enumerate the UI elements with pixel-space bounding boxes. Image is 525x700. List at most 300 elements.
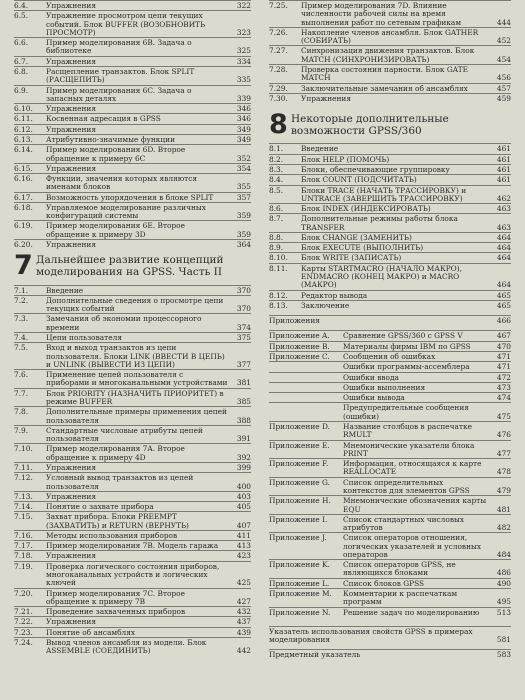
entry-text: Блок COUNT (ПОДСЧИТАТЬ) xyxy=(301,175,417,185)
entry-number: 7.28. xyxy=(269,64,288,74)
entry-number: 7.23. xyxy=(14,627,33,637)
entry-text: Пример моделирования 6D. Второе обращение к примеру 6C xyxy=(46,145,186,163)
toc-entry xyxy=(14,472,251,491)
toc-entry xyxy=(14,501,251,511)
toc-entry xyxy=(269,203,511,213)
entry-text: Проверка логического состояния приборов, многоканальных устройств и логических ключей xyxy=(46,561,220,588)
entry-text: Синхронизация движения транзактов. Блок MATCH (СИНХРОНИЗИРОВАТЬ) xyxy=(301,46,475,64)
entry-page: 405 xyxy=(236,502,251,512)
toc-entry xyxy=(14,540,251,550)
entry-page: 474 xyxy=(496,393,511,403)
entry-text: Упражнения xyxy=(301,93,352,103)
chapter-heading-8 xyxy=(269,109,511,141)
entry-number: 7.30. xyxy=(269,93,288,103)
entry-page: 377 xyxy=(236,359,251,369)
toc-entry xyxy=(14,627,251,637)
chapter-title: Дальнейшее развитие концепций моделирования на GPSS. Часть II xyxy=(36,254,224,279)
entry-text: Упражнения xyxy=(46,462,97,472)
entry-text: Дополнительные сведения о просмотре цепи текущих событий xyxy=(46,295,224,314)
entry-page: 478 xyxy=(496,467,511,477)
entry-text: Введение xyxy=(46,285,84,295)
entry-number: Приложение N. xyxy=(269,607,331,617)
entry-text: Пример моделирования 7A. Второе обращение к примеру 4D xyxy=(46,444,185,462)
toc-entry xyxy=(269,64,511,83)
entry-text: Приложения xyxy=(269,316,320,326)
entry-page: 391 xyxy=(236,434,251,444)
index-usage-entry xyxy=(269,626,511,645)
entry-number: 7.16. xyxy=(14,530,33,540)
entry-number: Приложение G. xyxy=(269,477,330,487)
entry-page: 583 xyxy=(496,650,511,660)
entry-number: 7.25. xyxy=(269,1,288,10)
entry-number: 6.17. xyxy=(14,192,33,202)
entry-page: 461 xyxy=(496,164,511,174)
toc-entry xyxy=(269,300,511,310)
entry-text: Упражнения xyxy=(46,551,97,561)
entry-page: 444 xyxy=(496,17,511,27)
toc-entry xyxy=(14,192,251,202)
toc-entry xyxy=(14,462,251,472)
toc-entry xyxy=(269,164,511,174)
entry-page: 513 xyxy=(496,607,511,617)
toc-entry xyxy=(14,369,251,388)
entry-number: Приложение C. xyxy=(269,352,330,362)
entry-number: 7.18. xyxy=(14,551,33,561)
entry-number: 8.6. xyxy=(269,204,284,214)
entry-number: Приложение I. xyxy=(269,514,328,524)
entry-page: 335 xyxy=(236,75,251,85)
entry-page: 427 xyxy=(236,596,251,606)
entry-page: 484 xyxy=(496,549,511,559)
entry-page: 359 xyxy=(236,229,251,239)
entry-page: 425 xyxy=(236,578,251,588)
entry-page: 465 xyxy=(496,300,511,310)
entry-page: 370 xyxy=(236,304,251,314)
entry-number: 8.5. xyxy=(269,185,284,195)
toc-entry xyxy=(14,588,251,607)
entry-page: 432 xyxy=(236,607,251,617)
entry-number: 7.26. xyxy=(269,27,288,37)
toc-entry xyxy=(269,83,511,93)
entry-number: 7.29. xyxy=(269,83,288,93)
entry-number: 6.9. xyxy=(14,85,29,95)
entry-text: Атрибутивно-значимые функции xyxy=(46,134,176,144)
entry-number: 7.1. xyxy=(14,285,29,295)
toc-entry xyxy=(14,144,251,163)
toc-entry xyxy=(14,406,251,425)
toc-entry xyxy=(269,421,511,440)
entry-number: 7.9. xyxy=(14,425,29,435)
toc-section-ch8 xyxy=(269,143,511,310)
toc-entry xyxy=(269,361,511,371)
entry-text: Блок PRIORITY (НАЗНАЧИТЬ ПРИОРИТЕТ) в режиме BUFFER xyxy=(46,388,224,406)
entry-text: Дополнительные режимы работы блока TRANSFER xyxy=(301,214,458,232)
toc-entry xyxy=(269,330,511,340)
entry-number: 7.6. xyxy=(14,370,29,380)
entry-number: Приложение L. xyxy=(269,578,330,588)
entry-text: Список определительных контекстов для элементов GPSS xyxy=(343,477,470,495)
entry-text: Ошибки ввода xyxy=(343,372,399,382)
entry-text: Проверка состояния парности. Блок GATE MATCH xyxy=(301,64,469,83)
entry-page: 388 xyxy=(236,415,251,425)
entry-text: Накопление членов ансамбля. Блок GATHER (СОБИРАТЬ) xyxy=(301,27,479,46)
entry-text: Упражнения xyxy=(46,104,97,114)
entry-number: 6.10. xyxy=(14,104,33,114)
entry-number: 7.20. xyxy=(14,588,33,598)
toc-entry xyxy=(269,341,511,351)
entry-page: 364 xyxy=(236,240,251,250)
toc-entry xyxy=(14,561,251,588)
entry-page: 461 xyxy=(496,154,511,164)
entry-page: 357 xyxy=(236,192,251,202)
toc-entry xyxy=(14,550,251,560)
entry-text: Упражнения xyxy=(46,491,97,501)
entry-text: Название столбцов в распечатке RMULT xyxy=(343,421,473,440)
entry-page: 461 xyxy=(496,144,511,154)
entry-page: 452 xyxy=(496,36,511,46)
toc-entry xyxy=(14,491,251,501)
entry-text: Цепи пользователя xyxy=(46,333,122,343)
toc-entry xyxy=(269,232,511,242)
entry-text: Расщепление транзактов. Блок SPLIT (РАСЩЕПИТЬ) xyxy=(46,66,195,85)
entry-text: Упражнения xyxy=(46,124,97,134)
entry-text: Вход и выход транзактов из цепи пользователя. Блоки LINK (ВВЕСТИ В ЦЕПЬ) и UNLINK (ВЫВЕСТИ ИЗ ЦЕПИ) xyxy=(46,343,225,369)
entry-text: Упражнение просмотром цепи текущих событий. Блок BUFFER (ВОЗОБНОВИТЬ ПРОСМОТР) xyxy=(46,11,206,37)
entry-text: Список операторов GPSS, не являющихся блоками xyxy=(343,560,456,578)
entry-page: 403 xyxy=(236,491,251,501)
toc-entry xyxy=(269,382,511,392)
entry-page: 355 xyxy=(236,182,251,192)
entry-number: 8.10. xyxy=(269,253,288,263)
entry-number: 6.4. xyxy=(14,1,29,10)
entry-text: Понятие о захвате прибора xyxy=(46,502,154,512)
entry-number: 7.15. xyxy=(14,512,33,522)
toc-entry xyxy=(14,103,251,113)
entry-text: Карты STARTMACRO (НАЧАЛО МАКРО), ENDMACRO (КОНЕЦ МАКРО) и MACRO (МАКРО) xyxy=(301,263,462,290)
entry-number: 6.19. xyxy=(14,221,33,231)
entry-text: Условный вывод транзактов из цепей пользователя xyxy=(46,473,194,491)
entry-number: 6.8. xyxy=(14,66,29,76)
toc-entry xyxy=(269,290,511,300)
toc-entry xyxy=(14,0,251,10)
entry-number: Приложение E. xyxy=(269,440,330,450)
entry-text: Блоки, обеспечивающие группировку xyxy=(301,164,450,174)
entry-text: Решение задач по моделированию xyxy=(343,607,480,617)
entry-text: Список блоков GPSS xyxy=(343,578,425,588)
toc-entry xyxy=(269,514,511,533)
toc-entry xyxy=(14,113,251,123)
toc-entry xyxy=(14,124,251,134)
toc-entry xyxy=(269,532,511,559)
entry-number: 6.15. xyxy=(14,163,33,173)
entry-number: 6.6. xyxy=(14,38,29,48)
toc-entry xyxy=(269,477,511,496)
toc-entry xyxy=(14,285,251,295)
entry-number: 7.13. xyxy=(14,491,33,501)
entry-page: 472 xyxy=(496,372,511,382)
entry-page: 352 xyxy=(236,153,251,163)
entry-page: 392 xyxy=(236,452,251,462)
entry-page: 346 xyxy=(236,104,251,114)
entry-text: Введение xyxy=(301,144,339,154)
toc-entry xyxy=(14,606,251,616)
entry-page: 464 xyxy=(496,253,511,263)
entry-number: 6.16. xyxy=(14,174,33,184)
entry-number: Приложение A. xyxy=(269,331,330,341)
subject-index-entry xyxy=(269,649,511,659)
entry-page: 322 xyxy=(236,1,251,10)
entry-text: Мнемонические обозначения карты EQU xyxy=(343,496,487,514)
entry-page: 374 xyxy=(236,322,251,332)
entry-text: Пример моделирования 6B. Задача о библиотеке xyxy=(46,38,192,56)
entry-page: 407 xyxy=(236,520,251,530)
entry-text: Заключительные замечания об ансамблях xyxy=(301,83,468,93)
entry-page: 465 xyxy=(496,290,511,300)
toc-entry xyxy=(269,154,511,164)
entry-text: Сравнение GPSS/360 с GPSS V xyxy=(343,331,463,341)
entry-text: Пример моделирования 6E. Второе обращение к примеру 3D xyxy=(46,221,185,239)
entry-text: Пример моделирования 7B. Модель гаража xyxy=(46,541,219,551)
entry-number: 7.14. xyxy=(14,502,33,512)
entry-page: 411 xyxy=(236,530,251,540)
entry-page: 481 xyxy=(496,504,511,514)
toc-left-column xyxy=(14,0,251,656)
chapter-heading-7 xyxy=(14,250,251,282)
entry-page: 479 xyxy=(496,485,511,495)
entry-text: Стандартные числовые атрибуты цепей пользователя xyxy=(46,425,203,444)
toc-entry xyxy=(269,185,511,204)
entry-page: 463 xyxy=(496,222,511,232)
toc-entry xyxy=(14,342,251,369)
entry-text: Упражнения xyxy=(46,163,97,173)
toc-entry xyxy=(14,295,251,314)
entry-number: 7.4. xyxy=(14,333,29,343)
entry-number: 7.7. xyxy=(14,388,29,398)
entry-page: 370 xyxy=(236,285,251,295)
toc-entry xyxy=(14,443,251,462)
chapter-title: Некоторые дополнительные возможности GPSS/360 xyxy=(291,113,449,138)
entry-number: 7.17. xyxy=(14,541,33,551)
entry-page: 463 xyxy=(496,204,511,214)
toc-section-ch7-cont xyxy=(269,0,511,103)
toc-entry xyxy=(269,578,511,588)
toc-entry xyxy=(14,313,251,332)
entry-text: Мнемонические указатели блока PRINT xyxy=(343,440,475,458)
toc-entry xyxy=(269,607,511,617)
entry-page: 439 xyxy=(236,627,251,637)
toc-entry xyxy=(14,530,251,540)
appendix-heading xyxy=(269,315,511,325)
entry-text: Проведение захваченных приборов xyxy=(46,607,186,617)
toc-entry xyxy=(14,239,251,249)
entry-page: 375 xyxy=(236,333,251,343)
entry-number: 6.14. xyxy=(14,145,33,155)
entry-page: 349 xyxy=(236,134,251,144)
entry-text: Пример моделирования 7C. Второе обращение к примеру 7B xyxy=(46,588,185,606)
entry-number: 8.7. xyxy=(269,214,284,224)
toc-entry xyxy=(14,134,251,144)
entry-number: 7.22. xyxy=(14,617,33,627)
entry-text: Предупредительные сообщения (ошибки) xyxy=(343,403,469,421)
entry-text: Блок WRITE (ЗАПИСАТЬ) xyxy=(301,253,402,263)
entry-text: Понятие об ансамблях xyxy=(46,627,136,637)
entry-page: 400 xyxy=(236,481,251,491)
entry-text: Упражнения xyxy=(46,617,97,627)
entry-text: Редактор вывода xyxy=(301,290,368,300)
entry-number: 8.9. xyxy=(269,243,284,253)
toc-entry xyxy=(14,388,251,407)
entry-page: 464 xyxy=(496,280,511,290)
entry-text: Замечания об экономии процессорного времени xyxy=(46,314,202,332)
entry-number: 8.3. xyxy=(269,164,284,174)
entry-page: 423 xyxy=(236,551,251,561)
entry-page: 442 xyxy=(236,646,251,656)
toc-entry xyxy=(269,402,511,421)
entry-text: Информация, относящаяся к карте REALLOCATE xyxy=(343,459,482,477)
chapter-number: 8 xyxy=(269,109,288,141)
entry-page: 490 xyxy=(496,578,511,588)
entry-page: 339 xyxy=(236,93,251,103)
toc-entry xyxy=(14,511,251,530)
entry-page: 385 xyxy=(236,396,251,406)
entry-page: 495 xyxy=(496,597,511,607)
entry-text: Материалы фирмы IBM по GPSS xyxy=(343,341,471,351)
toc-entry xyxy=(269,0,511,27)
entry-number: 6.20. xyxy=(14,240,33,250)
entry-page: 359 xyxy=(236,211,251,221)
toc-entry xyxy=(14,173,251,192)
entry-number: Приложение M. xyxy=(269,589,332,599)
entry-number: 7.11. xyxy=(14,462,33,472)
toc-section-ch7 xyxy=(14,285,251,656)
toc-entry xyxy=(14,37,251,56)
toc-entry xyxy=(269,174,511,184)
toc-entry xyxy=(14,220,251,239)
entry-number: 7.2. xyxy=(14,295,29,305)
entry-text: Вывод членов ансамбля из модели. Блок ASSEMBLE (СОЕДИНИТЬ) xyxy=(46,638,207,656)
toc-entry xyxy=(269,392,511,402)
toc-entry xyxy=(269,93,511,103)
entry-text: Блоки TRACE (НАЧАТЬ ТРАССИРОВКУ) и UNTRACE (ЗАВЕРШИТЬ ТРАССИРОВКУ) xyxy=(301,185,467,203)
entry-page: 464 xyxy=(496,232,511,242)
entry-page: 325 xyxy=(236,46,251,56)
toc-entry xyxy=(14,163,251,173)
entry-number: 6.11. xyxy=(14,114,33,124)
entry-page: 581 xyxy=(496,635,511,645)
toc-entry xyxy=(269,588,511,607)
entry-text: Пример моделирования 6C. Задача о запасных деталях xyxy=(46,85,192,103)
entry-text: Сообщения об ошибках xyxy=(343,352,436,362)
toc-entry xyxy=(269,213,511,232)
toc-entry xyxy=(269,143,511,153)
entry-page: 461 xyxy=(496,175,511,185)
entry-text: Блок CHANGE (ЗАМЕНИТЬ) xyxy=(301,232,412,242)
entry-page: 334 xyxy=(236,56,251,66)
entry-page: 354 xyxy=(236,163,251,173)
toc-entry xyxy=(269,559,511,578)
entry-text: Ошибки программы-ассемблера xyxy=(343,362,470,372)
toc-entry xyxy=(14,85,251,104)
entry-text: Пример моделирования 7D. Влияние численности рабочей силы на время выполнения работ по сетевым графикам xyxy=(301,1,462,27)
entry-page: 486 xyxy=(496,568,511,578)
entry-number: Приложение B. xyxy=(269,341,330,351)
toc-entry xyxy=(269,242,511,252)
entry-text: Блок HELP (ПОМОЧЬ) xyxy=(301,154,390,164)
entry-text: Применение цепей пользователя с приборами и многоканальными устройствами xyxy=(46,370,228,388)
toc-entry xyxy=(269,495,511,514)
entry-text: Ошибки выполнения xyxy=(343,382,426,392)
toc-right-column xyxy=(269,0,511,660)
entry-number: 8.11. xyxy=(269,263,288,273)
entry-page: 413 xyxy=(236,541,251,551)
entry-page: 477 xyxy=(496,448,511,458)
toc-entry xyxy=(269,263,511,290)
entry-page: 473 xyxy=(496,382,511,392)
toc-entry xyxy=(14,637,251,656)
entry-text: Функции, значения которых являются именами блоков xyxy=(46,174,198,192)
entry-number: 8.2. xyxy=(269,154,284,164)
entry-text: Методы использования приборов xyxy=(46,530,178,540)
entry-number: 8.13. xyxy=(269,300,288,310)
entry-text: Упражнения xyxy=(46,56,97,66)
toc-entry xyxy=(14,66,251,85)
entry-text: Упражнения xyxy=(46,1,97,10)
entry-text: Дополнительные примеры применения цепей пользователя xyxy=(46,407,227,425)
entry-text: Упражнения xyxy=(46,240,97,250)
entry-page: 456 xyxy=(496,73,511,83)
entry-text: Ошибки вывода xyxy=(343,393,405,403)
toc-entry xyxy=(14,202,251,221)
entry-number: 6.13. xyxy=(14,134,33,144)
entry-text: Возможность упорядочения в блоке SPLIT xyxy=(46,192,214,202)
entry-number: 7.3. xyxy=(14,314,29,324)
entry-page: 349 xyxy=(236,124,251,134)
entry-page: 471 xyxy=(496,362,511,372)
entry-text: Комментарии к распечаткам программ xyxy=(343,589,458,607)
entry-page: 470 xyxy=(496,341,511,351)
entry-page: 346 xyxy=(236,114,251,124)
entry-number: 6.18. xyxy=(14,202,33,212)
entry-page: 454 xyxy=(496,54,511,64)
entry-number: Приложение J. xyxy=(269,533,327,543)
entry-page: 475 xyxy=(496,411,511,421)
entry-page: 381 xyxy=(236,378,251,388)
entry-number: 8.1. xyxy=(269,144,284,154)
toc-entry xyxy=(269,440,511,459)
entry-text: Блок INDEX (ИНДЕКСИРОВАТЬ) xyxy=(301,204,431,214)
toc-entry xyxy=(14,425,251,444)
entry-page: 462 xyxy=(496,193,511,203)
entry-text: Список стандартных числовых атрибутов xyxy=(343,514,465,533)
entry-text: Список операторов отношения, логических указателей и условных операторов xyxy=(343,533,482,559)
entry-text: Захват прибора. Блоки PREEMPT (ЗАХВАТИТЬ) и RETURN (ВЕРНУТЬ) xyxy=(46,512,189,530)
entry-number: 8.12. xyxy=(269,290,288,300)
entry-text: Косвенная адресация в GPSS xyxy=(46,114,161,124)
entry-text: Указатель использования свойств GPSS в примерах моделирования xyxy=(269,626,473,645)
entry-number: 7.21. xyxy=(14,607,33,617)
entry-number: 7.8. xyxy=(14,407,29,417)
entry-text: Блок EXECUTE (ВЫПОЛНИТЬ) xyxy=(301,243,424,253)
entry-page: 459 xyxy=(496,93,511,103)
entry-page: 437 xyxy=(236,617,251,627)
entry-number: 7.10. xyxy=(14,444,33,454)
toc-section-ch6 xyxy=(14,0,251,249)
toc-entry xyxy=(269,458,511,477)
entry-page: 476 xyxy=(496,430,511,440)
entry-page: 399 xyxy=(236,462,251,472)
entry-page: 323 xyxy=(236,27,251,37)
toc-section-appendices xyxy=(269,330,511,616)
